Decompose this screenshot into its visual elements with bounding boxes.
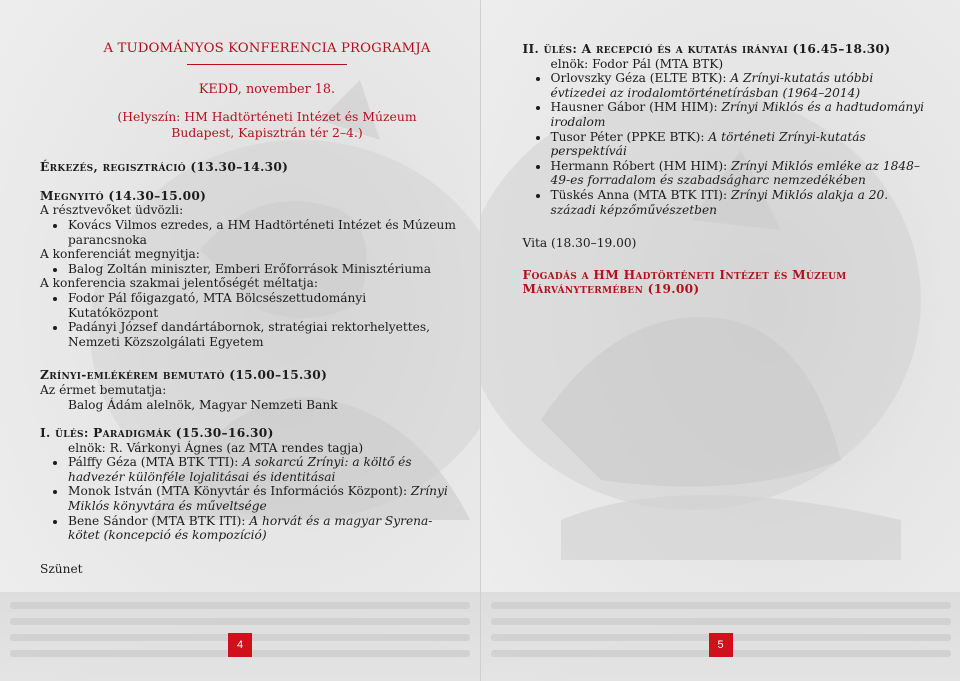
talk-item	[551, 71, 933, 100]
open-label: A konferenciát megnyitja:	[40, 247, 200, 262]
venue-line-1: (Helyszín: HM Hadtörténeti Intézet és Múzeum	[117, 109, 417, 125]
reception-heading	[523, 268, 933, 297]
reception-line-2: Márványtermében (19.00)	[522, 282, 700, 297]
talk-speaker: Hausner Gábor (HM HIM):	[550, 100, 722, 115]
opening-heading: Megnyitó (14.30–15.00)	[40, 188, 207, 203]
talk-title: A történeti Zrínyi-kutatás perspektívái	[550, 129, 866, 159]
program-date: KEDD, november 18.	[198, 81, 336, 97]
talk-title: A sokarcú Zrínyi: a költő és hadvezér különféle lojalitásai és identitásai	[68, 455, 412, 484]
medal-heading: Zrínyi-emlékérem bemutató (15.00–15.30)	[40, 368, 328, 383]
medal-presenter: Balog Ádám alelnök, Magyar Nemzeti Bank	[68, 397, 338, 412]
talk-item	[68, 455, 460, 484]
session-2-heading: II. ülés: A recepció és a kutatás irányai (16.45–18.30)	[522, 42, 891, 56]
left-content	[40, 42, 460, 576]
talk-speaker: Monok István (MTA Könyvtár és Információs Központ):	[68, 484, 411, 499]
medal-label: Az érmet bemutatja:	[40, 382, 167, 397]
list-item: Balog Zoltán miniszter, Emberi Erőforrások Minisztériuma	[68, 262, 460, 277]
page-number-badge: 5	[709, 633, 733, 657]
session-2	[523, 42, 933, 217]
session-1-talks	[40, 455, 460, 543]
title-rule	[187, 64, 347, 65]
session-1-chair: elnök: R. Várkonyi Ágnes (az MTA rendes tagja)	[68, 440, 364, 455]
right-content	[523, 42, 933, 297]
break-label: Szünet	[40, 561, 83, 576]
honor-list	[40, 291, 460, 349]
right-page	[481, 0, 960, 681]
talk-title: A horvát és a magyar Syrena-kötet (koncepció és kompozíció)	[68, 513, 433, 543]
list-item: Fodor Pál főigazgató, MTA Bölcsészettudományi Kutatóközpont	[68, 291, 460, 320]
talk-item	[68, 514, 460, 543]
talk-item	[551, 100, 933, 129]
title-block	[92, 42, 442, 140]
opening-section	[40, 189, 460, 350]
session-2-chair: elnök: Fodor Pál (MTA BTK)	[550, 56, 724, 71]
open-list	[40, 262, 460, 277]
talk-speaker: Bene Sándor (MTA BTK ITI):	[68, 513, 250, 528]
talk-speaker: Tusor Péter (PPKE BTK):	[550, 129, 709, 144]
page-number-badge: 4	[228, 633, 252, 657]
talk-item	[551, 159, 933, 188]
talk-speaker: Orlovszky Géza (ELTE BTK):	[550, 71, 731, 86]
welcome-list	[40, 218, 460, 247]
talk-title: Zrínyi Miklós emléke az 1848–49-es forradalom és szabadságharc nemzedékében	[550, 158, 920, 188]
discussion-label: Vita (18.30–19.00)	[522, 236, 637, 251]
registration-heading: Érkezés, regisztráció (13.30–14.30)	[40, 160, 289, 175]
talk-speaker: Tüskés Anna (MTA BTK ITI):	[550, 187, 732, 202]
talk-speaker: Hermann Róbert (HM HIM):	[550, 158, 732, 173]
program-venue	[92, 109, 442, 140]
session-2-talks	[523, 71, 933, 217]
talk-item	[68, 484, 460, 513]
medal-section	[40, 368, 460, 412]
session-1-heading: I. ülés: Paradigmák (15.30–16.30)	[40, 426, 274, 441]
reception-line-1: Fogadás a HM Hadtörténeti Intézet és Múzeum	[522, 267, 847, 282]
talk-title: Zrínyi Miklós könyvtára és műveltsége	[68, 484, 448, 514]
talk-speaker: Pálffy Géza (MTA BTK TTI):	[68, 455, 243, 470]
venue-line-2: Budapest, Kapisztrán tér 2–4.)	[171, 124, 363, 140]
program-title: A TUDOMÁNYOS KONFERENCIA PROGRAMJA	[103, 41, 431, 56]
list-item: Kovács Vilmos ezredes, a HM Hadtörténeti Intézet és Múzeum parancsnoka	[68, 218, 460, 247]
welcome-label: A résztvevőket üdvözli:	[40, 203, 184, 218]
talk-title: A Zrínyi-kutatás utóbbi évtizedei az irodalomtörténetírásban (1964–2014)	[550, 71, 874, 100]
talk-title: Zrínyi Miklós alakja a 20. századi képzőművészetben	[550, 187, 889, 217]
list-item: Padányi József dandártábornok, stratégiai rektorhelyettes, Nemzeti Közszolgálati Egyetem	[68, 320, 460, 349]
talk-item	[551, 130, 933, 159]
session-1	[40, 426, 460, 543]
honor-label: A konferencia szakmai jelentőségét méltatja:	[40, 276, 318, 291]
talk-title: Zrínyi Miklós és a hadtudományi irodalom	[550, 100, 925, 129]
talk-item	[551, 188, 933, 217]
